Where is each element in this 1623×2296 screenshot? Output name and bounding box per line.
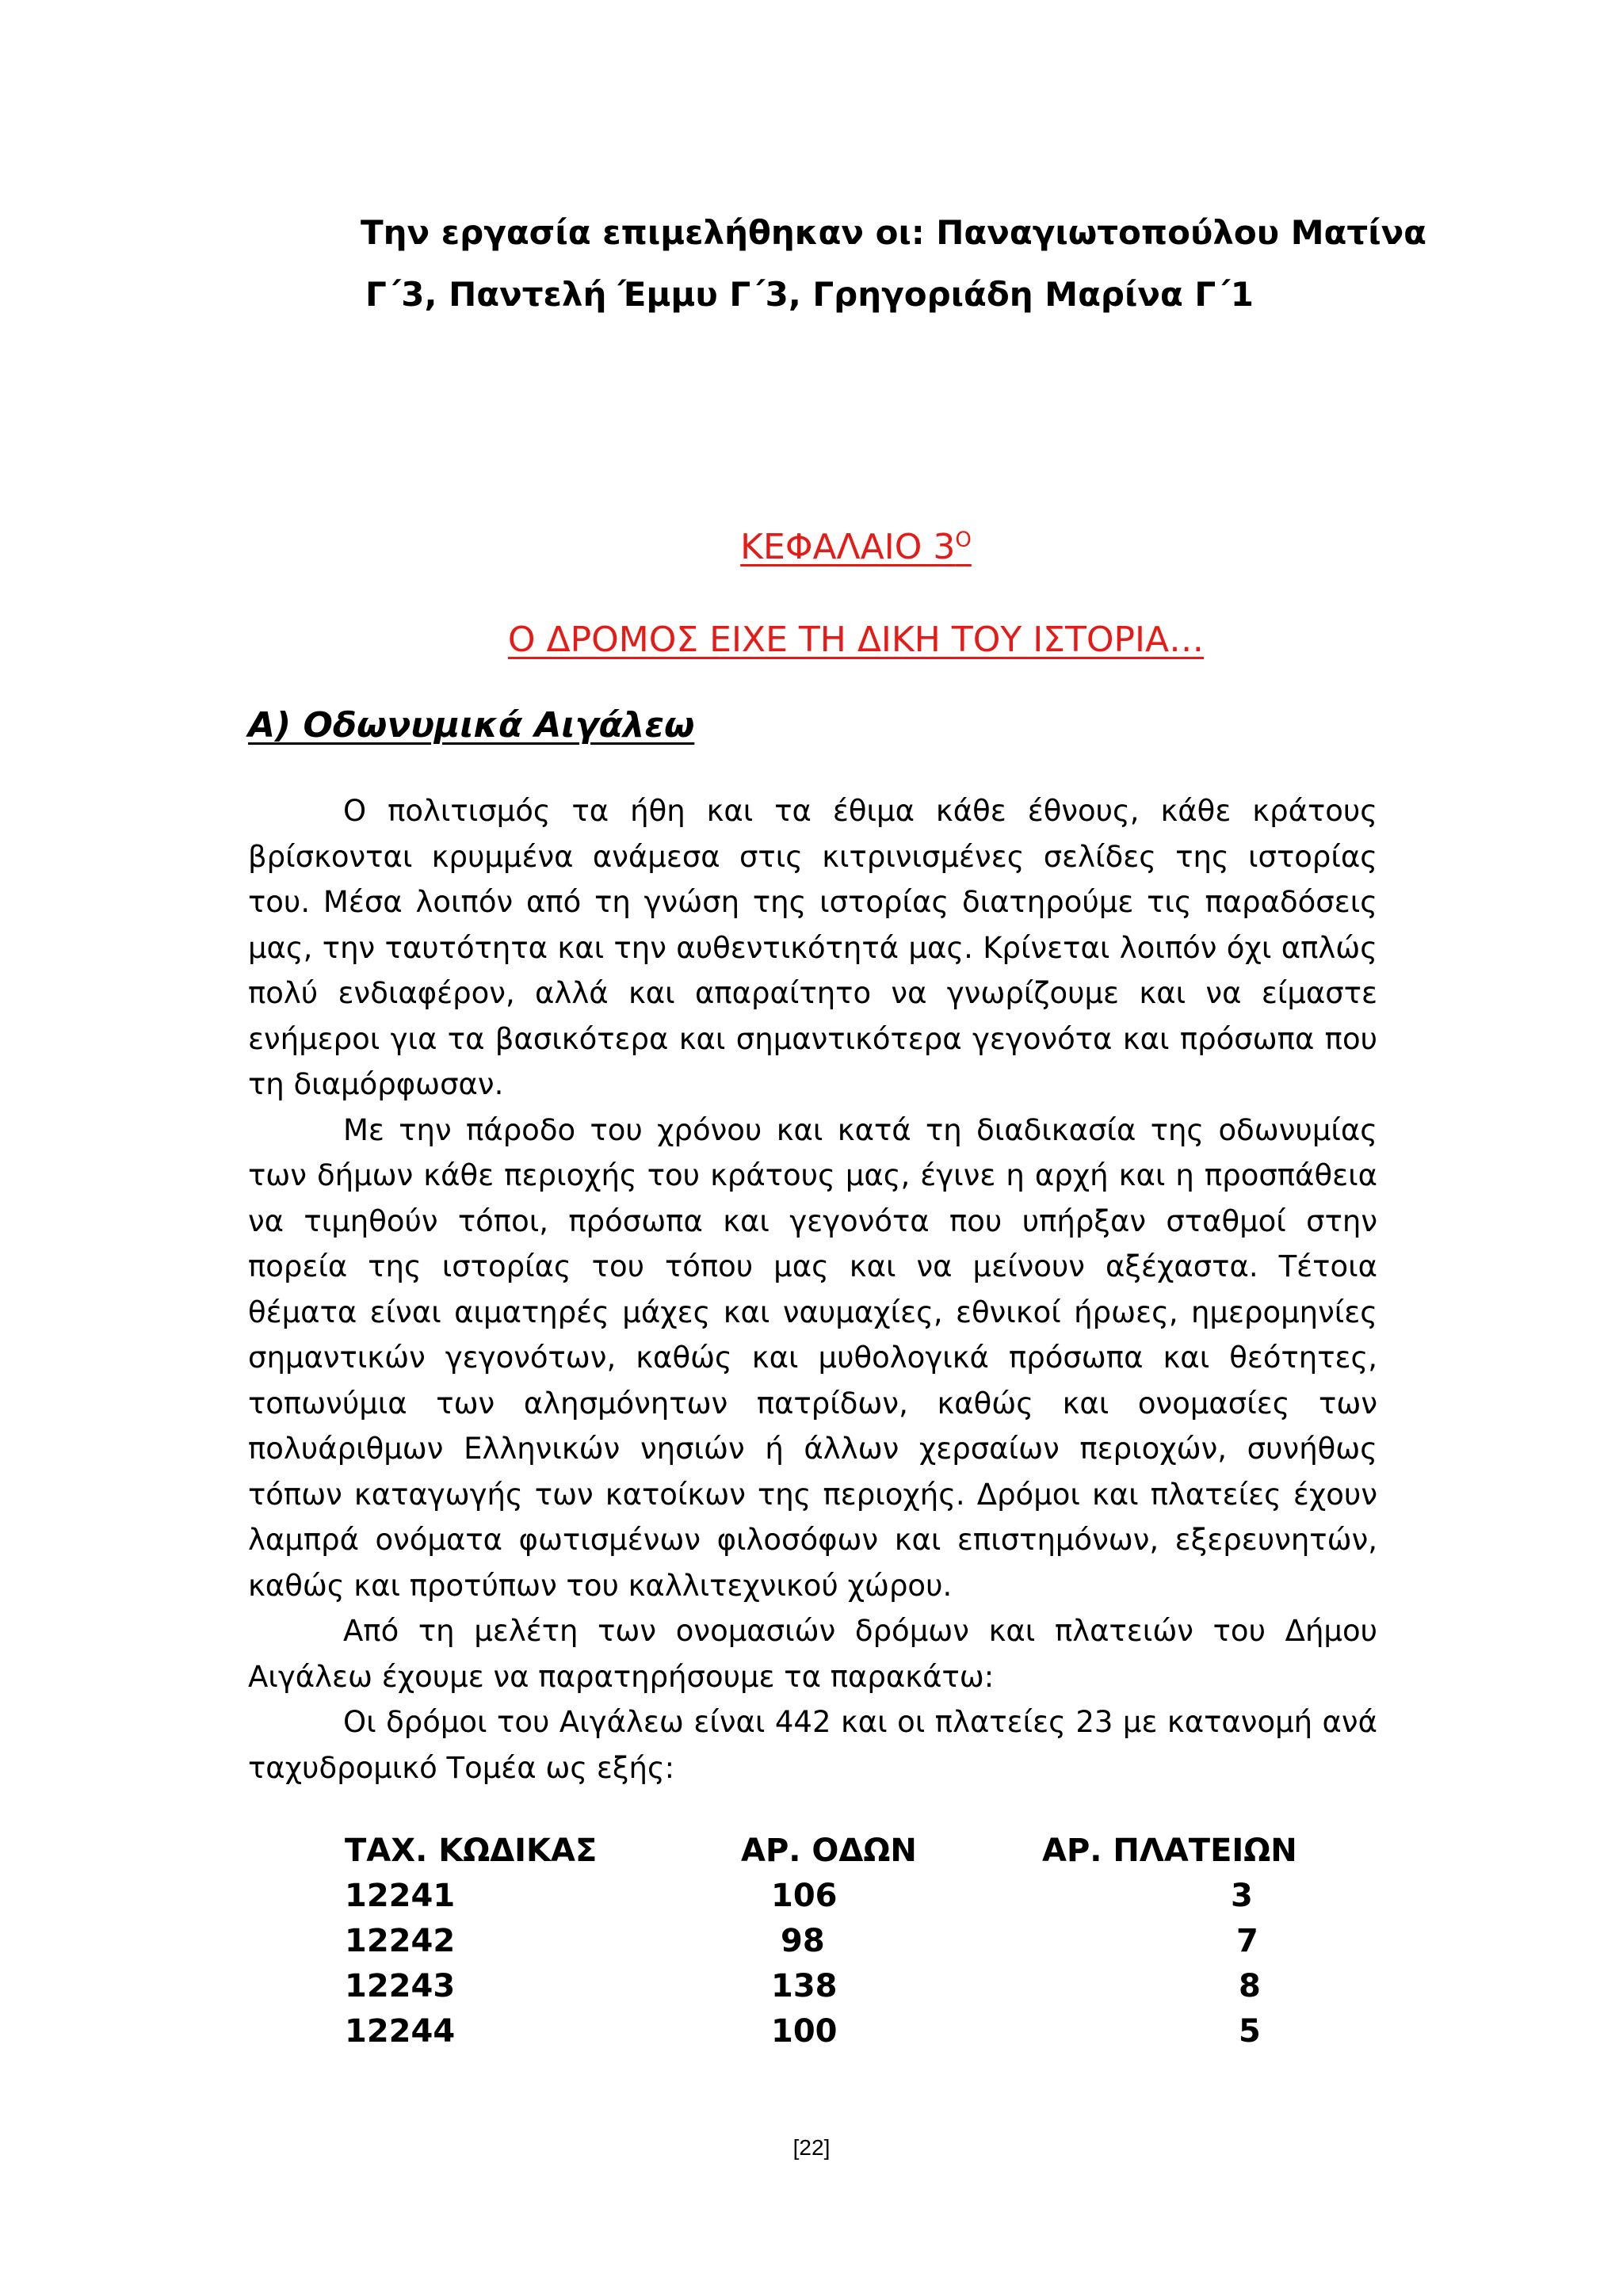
header-streets-count: ΑΡ. ΟΔΩΝ [741,1833,917,1869]
paragraph-1: Ο πολιτισμός τα ήθη και τα έθιμα κάθε έθνους, κάθε κράτους βρίσκονται κρυμμένα ανάμεσα στις κιτρινισμένες σελίδες της ιστορίας του. Μέσα λοιπόν από τη γνώση της ιστορίας διατηρούμε τις παραδόσεις μας, την ταυτότητα και την αυθεντικότητά μας. Κρίνεται λοιπόν όχι απλώς πολύ ενδιαφέρον, αλλά και απαραίτητο να γνωρίζουμε και να είμαστε ενήμεροι για τα βασικότερα και σημαντικότερα γεγονότα και πρόσωπα που τη διαμόρφωσαν. [248,794,1377,1101]
paragraph-2: Με την πάροδο του χρόνου και κατά τη διαδικασία της οδωνυμίας των δήμων κάθε περιοχής του κράτους μας, έγινε η αρχή και η προσπάθεια να τιμηθούν τόποι, πρόσωπα και γεγονότα που υπήρξαν σταθμοί στην πορεία της ιστορίας του τόπου μας και να μείνουν αξέχαστα. Τέτοια θέματα είναι αιματηρές μάχες και ναυμαχίες, εθνικοί ήρωες, ημερομηνίες σημαντικών γεγονότων, καθώς και μυθολογικά πρόσωπα και θεότητες, τοπωνύμια των αλησμόνητων πατρίδων, καθώς και ονομασίες των πολυάριθμων Ελληνικών νησιών ή άλλων χερσαίων περιοχών, συνήθως τόπων καταγωγής των κατοίκων της περιοχής. Δρόμοι και πλατείες έχουν λαμπρά ονόματα φωτισμένων φιλοσόφων και επιστημόνων, εξερευνητών, καθώς και προτύπων του καλλιτεχνικού χώρου. [248,1112,1377,1603]
authors-line-2: Γ΄3, Παντελή Έμμυ Γ΄3, Γρηγοριάδη Μαρίνα Γ΄1 [365,275,1254,314]
table-header-row [345,1829,1375,1874]
postal-code-table [345,1829,1375,2054]
table-row [345,1874,1375,1919]
cell-postal-code: 12242 [345,1923,456,1959]
paragraph-4: Οι δρόμοι του Αιγάλεω είναι 442 και οι πλατείες 23 με κατανομή ανά ταχυδρομικό Τομέα ως εξής: [248,1705,1377,1785]
header-squares-count: ΑΡ. ΠΛΑΤΕΙΩΝ [1042,1833,1297,1869]
cell-squares-count: 5 [1239,2013,1261,2050]
section-heading: Α) Οδωνυμικά Αιγάλεω [248,705,695,746]
authors-line-1: Την εργασία επιμελήθηκαν οι: Παναγιωτοπούλου Ματίνα [361,213,1427,252]
page-number: [22] [792,2135,831,2160]
cell-streets-count: 100 [771,2013,838,2050]
cell-squares-count: 8 [1239,1968,1261,2004]
chapter-title: Ο ΔΡΟΜΟΣ ΕΙΧΕ ΤΗ ΔΙΚΗ ΤΟΥ ΙΣΤΟΡΙΑ… [507,620,1205,660]
cell-streets-count: 98 [781,1923,825,1959]
header-postal-code: ΤΑΧ. ΚΩΔΙΚΑΣ [345,1833,598,1869]
chapter-label-text: ΚΕΦΑΛΑΙΟ 3 [740,527,956,567]
chapter-label-superscript: Ο [955,528,972,552]
cell-postal-code: 12241 [345,1878,456,1914]
cell-squares-count: 7 [1236,1923,1258,1959]
body-text [248,788,1377,1791]
cell-postal-code: 12243 [345,1968,456,2004]
paragraph-3: Από τη μελέτη των ονομασιών δρόμων και πλατειών του Δήμου Αιγάλεω έχουμε να παρατηρήσουμε τα παρακάτω: [248,1614,1377,1694]
table-row [345,2009,1375,2054]
cell-postal-code: 12244 [345,2013,456,2050]
cell-streets-count: 138 [771,1968,838,2004]
cell-streets-count: 106 [771,1878,838,1914]
cell-squares-count: 3 [1231,1878,1253,1914]
table-row [345,1964,1375,2009]
table-row [345,1919,1375,1964]
authors-credit [361,202,1470,326]
chapter-label [0,527,1623,567]
